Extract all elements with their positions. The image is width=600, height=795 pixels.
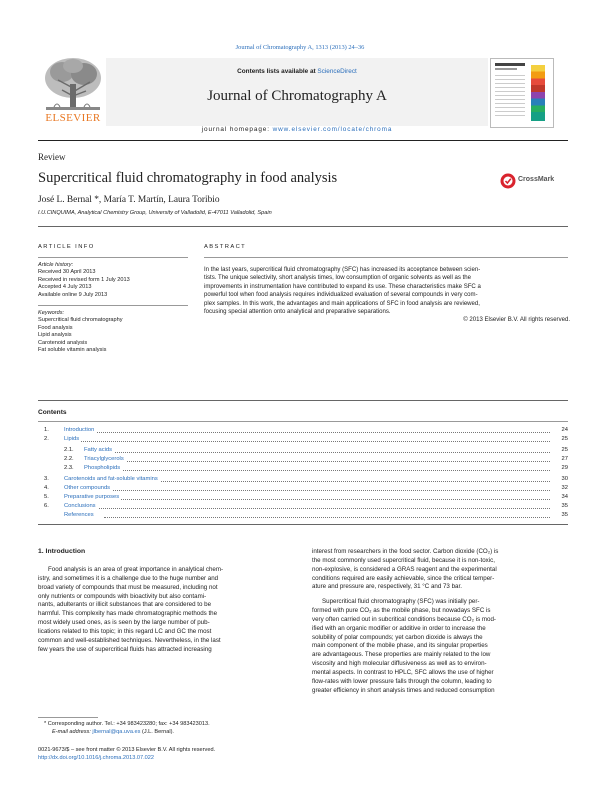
cover-text-lines: [495, 75, 525, 119]
crossmark-label: CrossMark: [518, 176, 555, 183]
toc-page: 24: [561, 427, 568, 433]
toc-leader: [78, 432, 550, 433]
keywords-label: Keywords:: [38, 310, 65, 316]
email-suffix: (J.L. Bernal).: [140, 729, 174, 735]
keyword-item: Lipid analysis: [38, 332, 72, 339]
body-line: viscosity and high molecular diffusiveness as well as to environ-: [312, 660, 487, 668]
article-type: Review: [38, 152, 66, 162]
footnote-corresponding: * Corresponding author. Tel.: +34 983423280; fax: +34 983423013.: [44, 721, 210, 727]
keyword-item: Carotenoid analysis: [38, 339, 88, 346]
body-line: istry, and sometimes it is a challenge due to the huge number and: [38, 574, 219, 582]
toc-page: 25: [561, 447, 568, 453]
toc-item-fatty-acids[interactable]: [38, 446, 568, 455]
intro-paragraph-right: [312, 548, 568, 696]
abstract-line: improvements in instrumentation have contributed to expand its use. These characteristics make SFC a: [204, 283, 481, 290]
toc-item-preparative[interactable]: [38, 493, 568, 502]
intro-paragraph-left: [38, 566, 294, 654]
toc-item-phospholipids[interactable]: [38, 464, 568, 473]
cover-subtitle-bar: [495, 68, 517, 70]
keywords: [38, 310, 198, 354]
history-received: Received 30 April 2013: [38, 269, 96, 276]
front-rule: [38, 226, 568, 227]
abstract-line: tists. The unique selectivity, short analysis times, low consumption of organic solvents as well as the: [204, 275, 471, 282]
toc-title[interactable]: Conclusions: [64, 503, 96, 509]
body-line: mental aspects. In contrast to HPLC, SFC allows the use of higher: [312, 668, 494, 676]
contents-prefix: Contents lists available at: [237, 68, 318, 75]
article-title: Supercritical fluid chromatography in food analysis: [38, 170, 338, 186]
email-label: E-mail address:: [52, 729, 93, 735]
body-line: Supercritical fluid chromatography (SFC) was initially per-: [322, 598, 480, 606]
history-accepted: Accepted 4 July 2013: [38, 284, 92, 291]
header-rule: [38, 140, 568, 141]
article-info-rule: [38, 257, 188, 258]
toc-leader: [78, 490, 550, 491]
abstract-text: [204, 266, 570, 325]
journal-title: Journal of Chromatography A: [207, 88, 387, 104]
abstract-line: In the last years, supercritical fluid chromatography (SFC) has increased its acceptance between scien-: [204, 267, 481, 273]
toc-title[interactable]: Fatty acids: [84, 447, 113, 453]
toc-leader: [78, 508, 550, 509]
toc-title[interactable]: Phospholipids: [84, 465, 121, 471]
issn-line: 0021-9673/$ – see front matter © 2013 Elsevier B.V. All rights reserved.: [38, 747, 216, 753]
email-link[interactable]: jlbernal@qa.uva.es: [92, 729, 141, 735]
toc-num: 2.1.: [64, 447, 74, 453]
body-line: are advantageous. These properties are mainly related to the low: [312, 651, 491, 659]
toc-title[interactable]: Other compounds: [64, 485, 111, 491]
body-line: conditions required are easily achievable, since the critical temper-: [312, 574, 495, 582]
toc-num: 2.3.: [64, 465, 74, 471]
toc-title[interactable]: Introduction: [64, 427, 95, 433]
body-line: most widely used ones, as is seen by the large number of pub-: [38, 619, 210, 627]
history-revised: Received in revised form 1 July 2013: [38, 276, 130, 283]
keyword-item: Food analysis: [38, 324, 73, 331]
keyword-item: Supercritical fluid chromatography: [38, 317, 123, 324]
toc-leader: [104, 517, 550, 518]
toc-title[interactable]: Lipids: [64, 436, 80, 442]
body-line: broad variety of compounds that must be measured, including not: [38, 583, 218, 591]
cover-title-bar: [495, 63, 525, 66]
toc-leader: [78, 441, 550, 442]
body-line: formed with pure CO₂ as the mobile phase, but nowadays SFC is: [312, 607, 491, 615]
toc-leader: [98, 470, 550, 471]
contents-bottom-rule: [38, 524, 568, 525]
toc-item-triacylglycerols[interactable]: [38, 455, 568, 464]
toc-page: 25: [561, 436, 568, 442]
toc-title[interactable]: Preparative purposes: [64, 494, 120, 500]
crossmark-badge[interactable]: [500, 173, 566, 189]
copyright: © 2013 Elsevier B.V. All rights reserved.: [463, 317, 570, 324]
toc-num: 2.2.: [64, 456, 74, 462]
abstract-rule: [204, 257, 568, 258]
body-line: solubility of polar compounds; yet carbon dioxide is always the: [312, 633, 483, 641]
contents-available: [106, 68, 488, 75]
toc-item-lipids[interactable]: [38, 435, 568, 444]
contents-top-rule: [38, 400, 568, 401]
toc-page: 35: [561, 512, 568, 518]
toc-num: 6.: [44, 503, 49, 509]
elsevier-tree-icon: [40, 54, 106, 112]
publisher-name: ELSEVIER: [45, 112, 101, 124]
cover-spectrum: [531, 65, 545, 121]
body-line: very often carried out in subcritical conditions because CO₂ is mod-: [312, 615, 496, 623]
article-info-heading: ARTICLE INFO: [38, 244, 95, 250]
article-history: [38, 262, 198, 299]
footnote-email: [52, 729, 174, 736]
history-online: Available online 9 July 2013: [38, 291, 108, 298]
body-line: common and well-established techniques. Nevertheless, in the last: [38, 636, 221, 644]
body-line: flow-rates with lower pressure falls through the column, leading to: [312, 677, 492, 685]
journal-homepage: [106, 126, 488, 133]
body-line: nants, adulterants or illicit substances that are considered to be: [38, 601, 212, 609]
toc-leader: [98, 452, 550, 453]
toc-item-conclusions[interactable]: [38, 502, 568, 511]
abstract-line: plex samples. In this work, the advantages and main applications of SFC in food analysis are reviewed,: [204, 300, 480, 307]
abstract-line: powerful tool when food analysis requires individualized evaluation of several compounds in very com-: [204, 292, 478, 299]
body-line: interest from researchers in the food sector. Carbon dioxide (CO₂) is: [312, 548, 499, 555]
toc-item-carotenoids[interactable]: [38, 475, 568, 484]
footnote-rule: [38, 717, 98, 718]
authors: José L. Bernal *, María T. Martín, Laura Toribio: [38, 195, 220, 205]
body-line: ature and pressure are, respectively, 31 °C and 73 bar.: [312, 583, 462, 591]
body-line: main component of the mobile phase, and its singular properties: [312, 642, 488, 650]
body-line: harmful. This complexity has made chromatographic methods the: [38, 610, 218, 618]
body-line: lications related to this topic; in this regard LC and GC the most: [38, 627, 212, 635]
toc-num: 3.: [44, 476, 49, 482]
body-line: non-explosive, is considered a GRAS reagent and the experimental: [312, 565, 497, 573]
toc-page: 29: [561, 465, 568, 471]
elsevier-logo[interactable]: [40, 54, 106, 124]
abstract-line: focusing special attention onto analytical and preparative separations.: [204, 309, 391, 316]
body-line: greater efficiency in short analysis times and reduced consumption: [312, 686, 495, 694]
toc-title[interactable]: Carotenoids and fat-soluble vitamins: [64, 476, 158, 482]
history-label: Article history:: [38, 262, 74, 268]
abstract-heading: ABSTRACT: [204, 244, 247, 250]
keyword-item: Fat soluble vitamin analysis: [38, 347, 107, 354]
body-line: few years the use of supercritical fluids has attracted increasing: [38, 645, 212, 653]
toc-leader: [78, 499, 550, 500]
journal-cover[interactable]: [490, 58, 554, 128]
contents-heading: Contents: [38, 409, 67, 416]
toc-num: 4.: [44, 485, 49, 491]
toc-page: 30: [561, 476, 568, 482]
contents-heading-rule: [38, 421, 568, 422]
affiliation: I.U.CINQUIMA, Analytical Chemistry Group, University of Valladolid, E-47011 Valladolid, Spain: [38, 210, 272, 216]
body-line: Food analysis is an area of great importance in analytical chem-: [48, 566, 224, 573]
body-line: ified with an organic modifier or additive in order to increase the: [312, 624, 486, 632]
homepage-link[interactable]: www.elsevier.com/locate/chroma: [272, 126, 393, 133]
toc-num: 1.: [44, 427, 49, 433]
toc-num: 2.: [44, 436, 49, 442]
toc-leader: [98, 461, 550, 462]
toc-title[interactable]: References: [64, 512, 94, 518]
toc-title[interactable]: Triacylglycerols: [84, 456, 124, 462]
doi-link[interactable]: http://dx.doi.org/10.1016/j.chroma.2013.07.022: [38, 755, 154, 761]
homepage-prefix: journal homepage:: [201, 126, 273, 133]
sciencedirect-link[interactable]: ScienceDirect: [317, 68, 357, 75]
crossmark-icon: [500, 173, 516, 189]
toc-item-other-compounds[interactable]: [38, 484, 568, 493]
toc-page: 35: [561, 503, 568, 509]
toc-page: 32: [561, 485, 568, 491]
toc-num: 5.: [44, 494, 49, 500]
keywords-rule: [38, 305, 188, 306]
journal-citation[interactable]: Journal of Chromatography A, 1313 (2013) 24–36: [235, 44, 365, 51]
toc-page: 34: [561, 494, 568, 500]
toc-item-references[interactable]: [38, 511, 568, 520]
body-line: the most commonly used supercritical fluid, because it is non-toxic,: [312, 556, 495, 564]
toc-item-introduction[interactable]: [38, 426, 568, 435]
section-heading-introduction: 1. Introduction: [38, 548, 86, 555]
toc-page: 27: [561, 456, 568, 462]
body-line: only nutrients or compounds with bioactivity but also contami-: [38, 592, 207, 600]
